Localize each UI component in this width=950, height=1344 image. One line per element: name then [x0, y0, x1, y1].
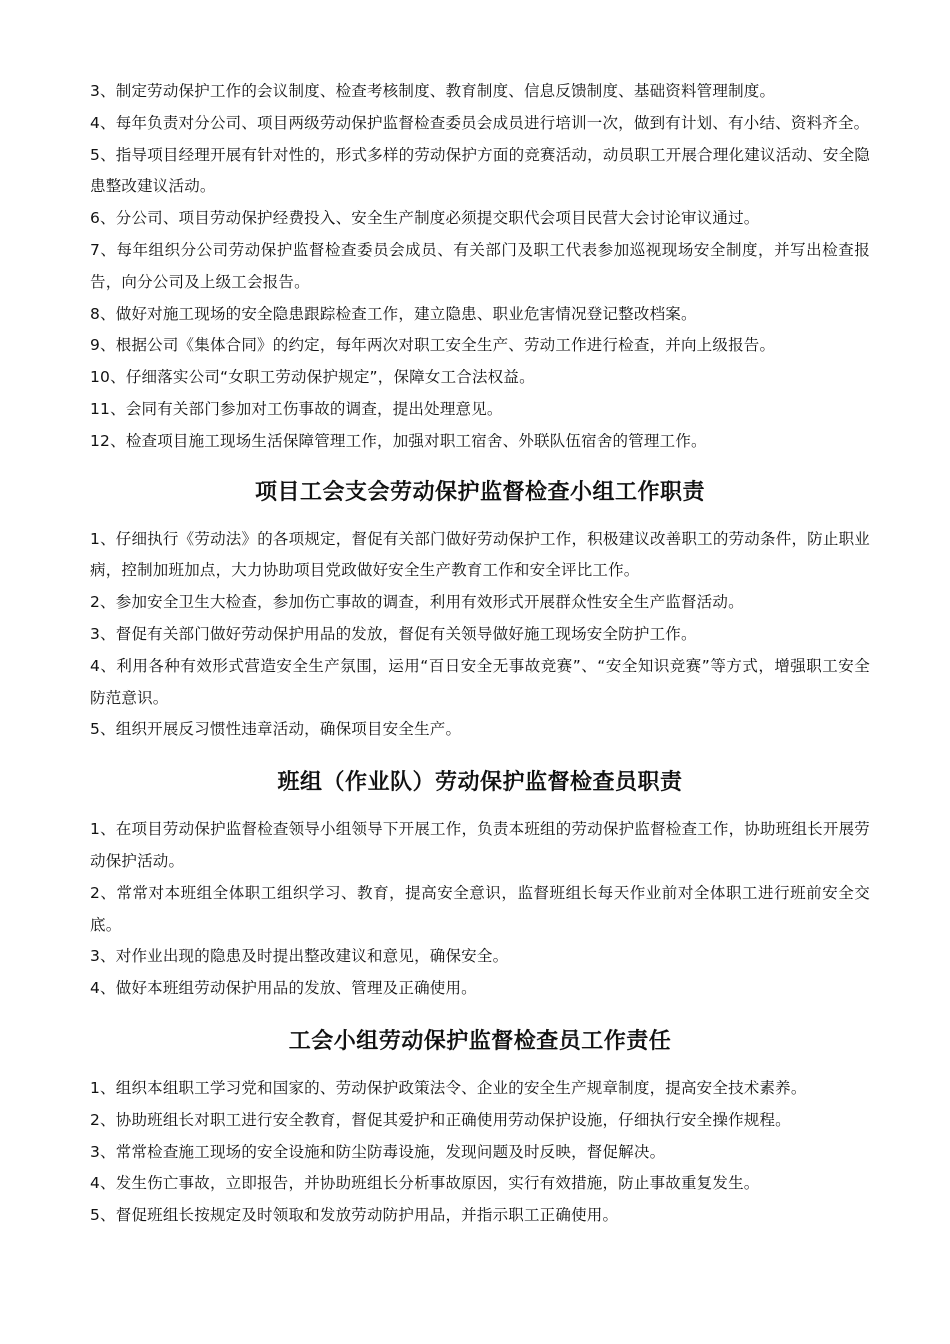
list-item: 3、常常检查施工现场的安全设施和防尘防毒设施，发现问题及时反映，督促解决。: [90, 1142, 666, 1161]
list-item: 11、会同有关部门参加对工伤事故的调查，提出处理意见。: [90, 399, 503, 418]
list-item: 1、仔细执行《劳动法》的各项规定，督促有关部门做好劳动保护工作，积极建议改善职工的劳动条件，防止职业病，控制加班加点，大力协助项目党政做好安全生产教育工作和安全评比工作。: [90, 529, 870, 580]
list-item: 3、对作业出现的隐患及时提出整改建议和意见，确保安全。: [90, 947, 509, 966]
list-item: 7、每年组织分公司劳动保护监督检查委员会成员、有关部门及职工代表参加巡视现场安全制度，并写出检查报告，向分公司及上级工会报告。: [90, 240, 870, 291]
list-item: 9、根据公司《集体合同》的约定，每年两次对职工安全生产、劳动工作进行检查，并向上级报告。: [90, 336, 776, 355]
section-heading: 班组（作业队）劳动保护监督检查员职责: [277, 770, 683, 796]
section-team-inspector: [90, 752, 870, 1005]
list-item: 2、参加安全卫生大检查，参加伤亡事故的调查，利用有效形式开展群众性安全生产监督活动。: [90, 593, 744, 612]
section-project-union-group: [90, 462, 870, 747]
list-item: 10、仔细落实公司“女职工劳动保护规定”，保障女工合法权益。: [90, 368, 535, 387]
list-item: 4、每年负责对分公司、项目两级劳动保护监督检查委员会成员进行培训一次，做到有计划、有小结、资料齐全。: [90, 113, 870, 132]
list-item: 2、协助班组长对职工进行安全教育，督促其爱护和正确使用劳动保护设施，仔细执行安全操作规程。: [90, 1110, 791, 1129]
section-union-group-inspector: [90, 1011, 870, 1232]
list-item: 3、督促有关部门做好劳动保护用品的发放，督促有关领导做好施工现场安全防护工作。: [90, 624, 697, 643]
list-item: 8、做好对施工现场的安全隐患跟踪检查工作，建立隐患、职业危害情况登记整改档案。: [90, 304, 697, 323]
list-item: 1、组织本组职工学习党和国家的、劳动保护政策法令、企业的安全生产规章制度，提高安全技术素养。: [90, 1078, 807, 1097]
section-heading: 项目工会支会劳动保护监督检查小组工作职责: [254, 479, 705, 505]
list-item: 3、制定劳动保护工作的会议制度、检查考核制度、教育制度、信息反馈制度、基础资料管理制度。: [90, 82, 776, 100]
list-item: 6、分公司、项目劳动保护经费投入、安全生产制度必须提交职代会项目民营大会讨论审议通过。: [90, 209, 760, 228]
list-item: 4、做好本班组劳动保护用品的发放、管理及正确使用。: [90, 979, 477, 998]
section-heading: 工会小组劳动保护监督检查员工作责任: [288, 1028, 672, 1054]
list-item: 1、在项目劳动保护监督检查领导小组领导下开展工作，负责本班组的劳动保护监督检查工作，协助班组长开展劳动保护活动。: [90, 820, 870, 870]
list-item: 4、发生伤亡事故，立即报告，并协助班组长分析事故原因，实行有效措施，防止事故重复发生。: [90, 1174, 760, 1193]
list-item: 5、组织开展反习惯性违章活动，确保项目安全生产。: [90, 720, 462, 739]
list-item: 4、利用各种有效形式营造安全生产氛围，运用“百日安全无事故竞赛”、“安全知识竞赛”等方式，增强职工安全防范意识。: [90, 656, 870, 707]
document-page: [90, 76, 870, 1232]
section-responsibilities-continued: [90, 76, 870, 458]
list-item: 2、常常对本班组全体职工组织学习、教育，提高安全意识，监督班组长每天作业前对全体职工进行班前安全交底。: [90, 883, 870, 934]
list-item: 12、检查项目施工现场生活保障管理工作，加强对职工宿舍、外联队伍宿舍的管理工作。: [90, 431, 707, 450]
list-item: 5、指导项目经理开展有针对性的，形式多样的劳动保护方面的竞赛活动，动员职工开展合理化建议活动、安全隐患整改建议活动。: [90, 145, 870, 196]
list-item: 5、督促班组长按规定及时领取和发放劳动防护用品，并指示职工正确使用。: [90, 1206, 619, 1225]
